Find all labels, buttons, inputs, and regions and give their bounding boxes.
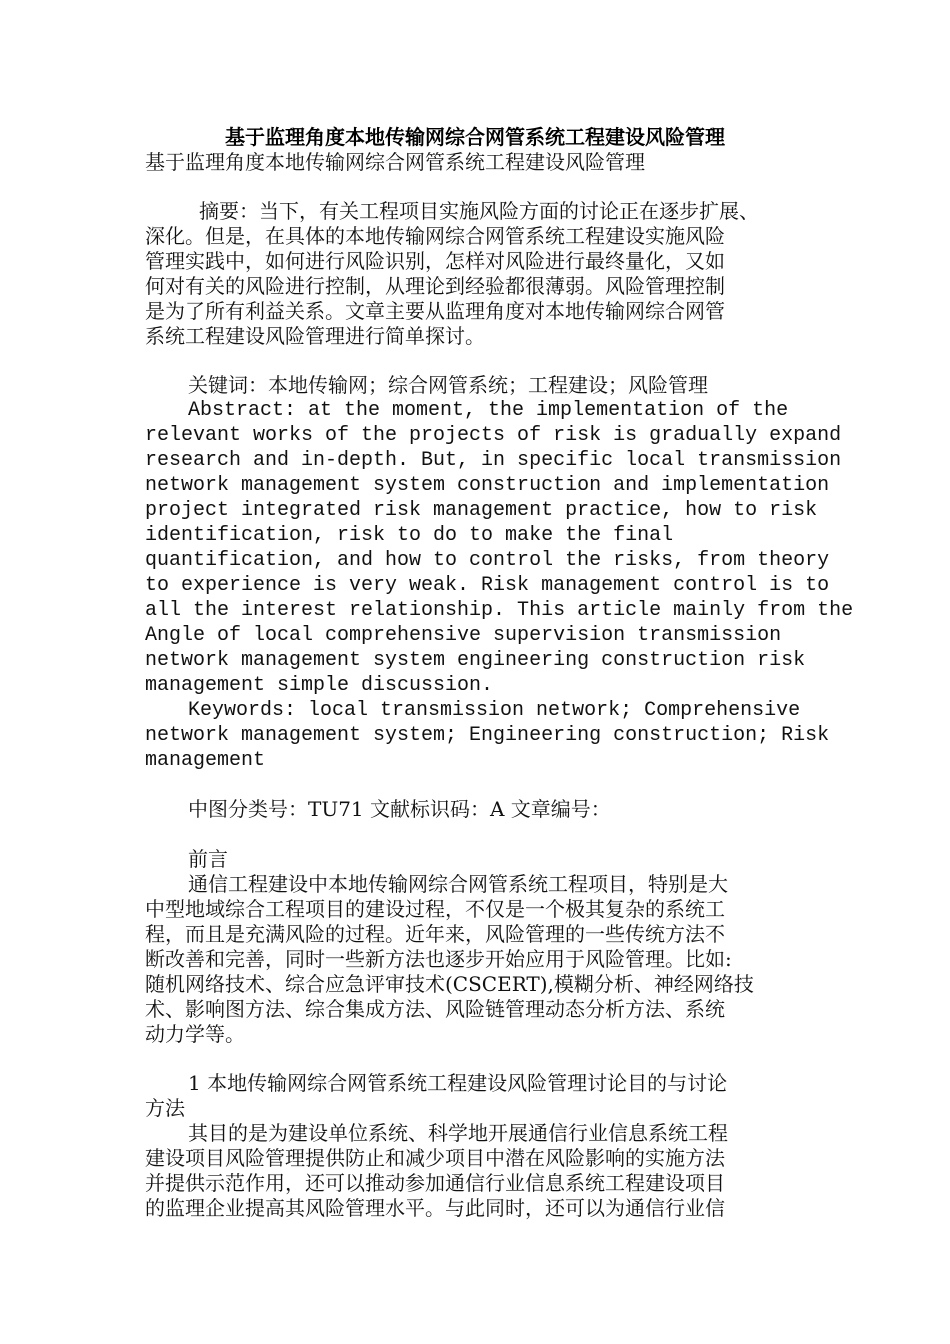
section-1-heading: 方法 [145,1096,185,1120]
keywords-cn: 关键词：本地传输网；综合网管系统；工程建设；风险管理 [188,373,708,397]
abstract-en-line: quantification, and how to control the risks, from theory [145,549,830,572]
keywords-en-line: Keywords: local transmission network; Comprehensive [188,699,801,722]
section-1-body-line: 并提供示范作用，还可以推动参加通信行业信息系统工程建设项目 [145,1171,725,1195]
preface-body-line: 术、影响图方法、综合集成方法、风险链管理动态分析方法、系统 [145,997,725,1021]
abstract-en-line: research and in-depth. But, in specific local transmission [145,449,842,472]
abstract-en-line: all the interest relationship. This article mainly from the [145,599,854,622]
section-1-heading: 1 本地传输网综合网管系统工程建设风险管理讨论目的与讨论 [188,1071,728,1095]
abstract-en-line: Angle of local comprehensive supervision transmission [145,624,782,647]
abstract-en-line: network management system construction and implementation [145,474,830,497]
document-title-plain: 基于监理角度本地传输网综合网管系统工程建设风险管理 [145,150,645,174]
preface-body-line: 动力学等。 [145,1022,245,1046]
abstract-en-line: identification, risk to do to make the final [145,524,674,547]
preface-heading: 前言 [188,847,228,871]
abstract-cn-line: 管理实践中，如何进行风险识别，怎样对风险进行最终量化，又如 [145,249,725,273]
preface-body-line: 随机网络技术、综合应急评审技术(CSCERT),模糊分析、神经网络技 [145,972,754,996]
abstract-cn-line: 系统工程建设风险管理进行简单探讨。 [145,324,485,348]
keywords-en-line: network management system; Engineering construction; Risk [145,724,830,747]
abstract-en-line: project integrated risk management practice, how to risk [145,499,818,522]
abstract-cn-line: 摘要：当下，有关工程项目实施风险方面的讨论正在逐步扩展、 [199,199,759,223]
abstract-en-line: management simple discussion. [145,674,494,697]
abstract-en-line: to experience is very weak. Risk management control is to [145,574,830,597]
section-1-body-line: 建设项目风险管理提供防止和减少项目中潜在风险影响的实施方法 [145,1146,725,1170]
abstract-cn-line: 深化。但是，在具体的本地传输网综合网管系统工程建设实施风险 [145,224,725,248]
section-1-body-line: 的监理企业提高其风险管理水平。与此同时，还可以为通信行业信 [145,1196,725,1220]
preface-body-line: 断改善和完善，同时一些新方法也逐步开始应用于风险管理。比如: [145,947,732,971]
document-title-bold: 基于监理角度本地传输网综合网管系统工程建设风险管理 [225,125,725,149]
classification-line: 中图分类号：TU71 文献标识码：A 文章编号： [188,797,611,821]
preface-body-line: 通信工程建设中本地传输网综合网管系统工程项目，特别是大 [188,872,728,896]
section-1-body-line: 其目的是为建设单位系统、科学地开展通信行业信息系统工程 [188,1121,728,1145]
keywords-en-line: management [145,749,266,772]
abstract-cn-line: 何对有关的风险进行控制，从理论到经验都很薄弱。风险管理控制 [145,274,725,298]
abstract-en-line: Abstract: at the moment, the implementation of the [188,399,789,422]
preface-body-line: 程，而且是充满风险的过程。近年来，风险管理的一些传统方法不 [145,922,725,946]
abstract-cn-line: 是为了所有利益关系。文章主要从监理角度对本地传输网综合网管 [145,299,725,323]
abstract-en-line: network management system engineering construction risk [145,649,806,672]
preface-body-line: 中型地域综合工程项目的建设过程，不仅是一个极其复杂的系统工 [145,897,725,921]
abstract-en-line: relevant works of the projects of risk is gradually expand [145,424,842,447]
